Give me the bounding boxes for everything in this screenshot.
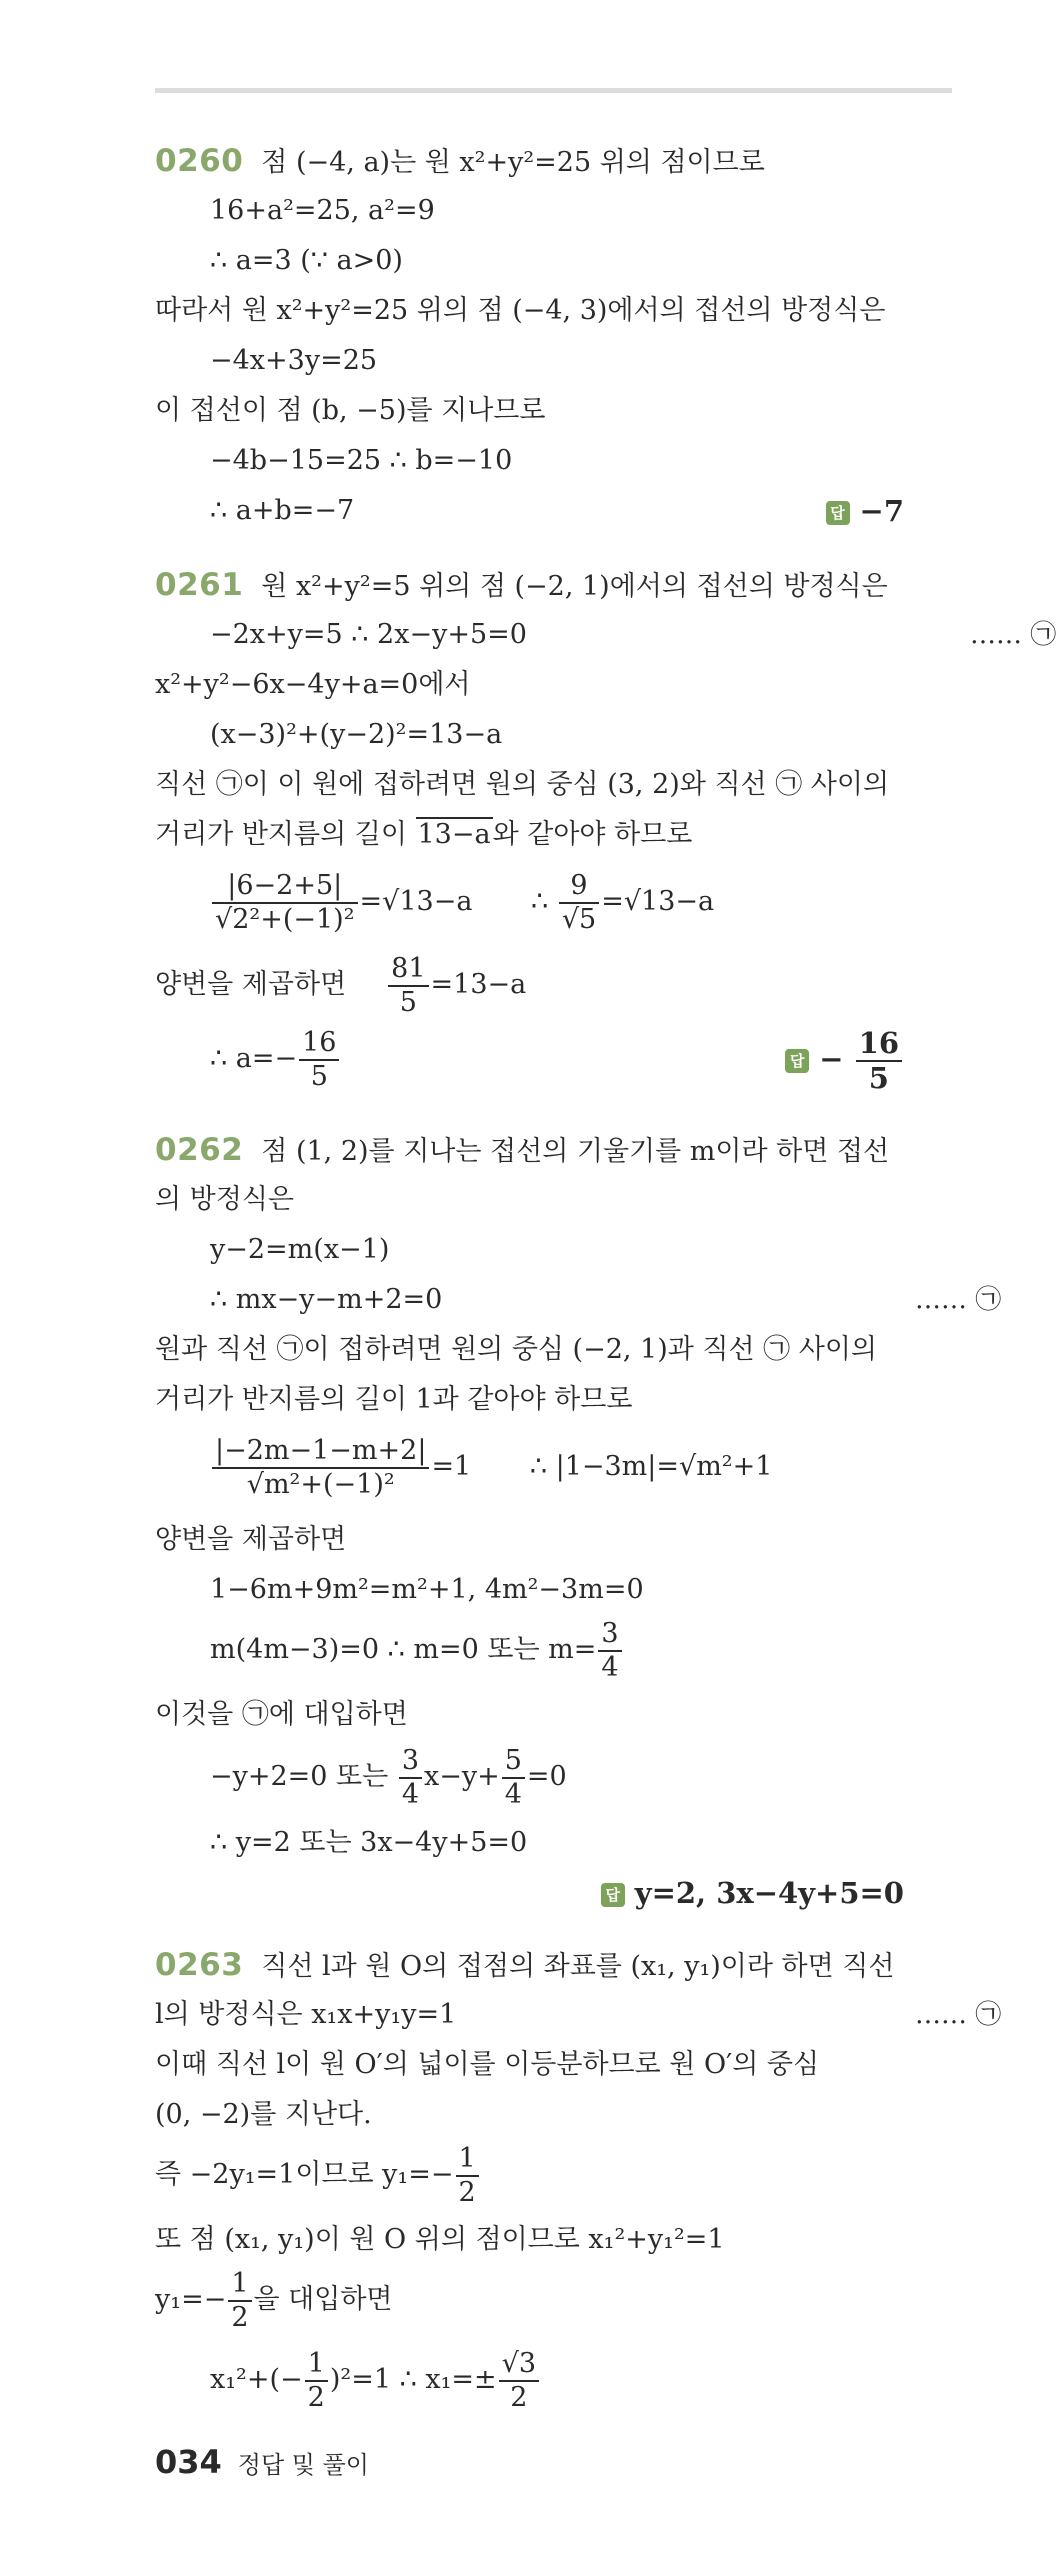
problem-0261-line-2: −2x+y=5 ∴ 2x−y+5=0 …… ㉠ bbox=[210, 610, 970, 660]
problem-0262-line-11: 이것을 ㉠에 대입하면 bbox=[155, 1699, 408, 1730]
problem-0260-line-4: 따라서 원 x²+y²=25 위의 점 (−4, 3)에서의 접선의 방정식은 bbox=[155, 295, 886, 326]
fraction-3-4-b: $\frac{3}{4}$ bbox=[399, 1745, 422, 1809]
problem-0260-line-7: −4b−15=25 ∴ b=−10 bbox=[210, 445, 513, 476]
problem-0260-line-2: 16+a²=25, a²=9 bbox=[210, 195, 435, 226]
fraction-nine-root5: $\frac{9}{√5}$ bbox=[559, 870, 599, 934]
footer-title: 정답 및 풀이 bbox=[237, 2451, 369, 2479]
answer-0262: 답 y=2, 3x−4y+5=0 bbox=[601, 1868, 904, 1918]
fraction-16-5: $\frac{16}{5}$ bbox=[299, 1027, 339, 1091]
problem-0263-line-5: 즉 −2y₁=1이므로 y₁=− $\frac{1}{2}$ bbox=[155, 2140, 915, 2210]
problem-0263-line-8: x₁²+(− $\frac{1}{2}$ )²=1 ∴ x₁=± $\frac{√3}{2}$ bbox=[210, 2340, 970, 2420]
problem-0262-distance: $\frac{|-2m-1-m+2|}{\text{√m²+(−1)²}}$ =1 ∴ |1−3m|=√m²+1 bbox=[210, 1425, 970, 1509]
problem-0261-distance: $\frac{|6-2+5|}{\text{√2²+(−1)²}}$ =√13−a ∴ $\frac{9}{√5}$ =√13−a bbox=[210, 860, 970, 944]
fraction-distance: $\frac{|-2m-1-m+2|}{\text{√m²+(−1)²}}$ bbox=[212, 1435, 429, 1499]
problem-0262-line-13: ∴ y=2 또는 3x−4y+5=0 bbox=[210, 1827, 528, 1858]
problem-0262-line-3: y−2=m(x−1) bbox=[210, 1234, 390, 1265]
problem-number: 0263 bbox=[155, 1947, 244, 1983]
top-rule bbox=[155, 88, 952, 93]
problem-0260-line-8: ∴ a+b=−7 bbox=[210, 495, 355, 526]
fraction-root3-2: $\frac{√3}{2}$ bbox=[499, 2348, 539, 2412]
problem-number: 0260 bbox=[155, 143, 244, 179]
problem-0260-line-6: 이 접선이 점 (b, −5)를 지나므로 bbox=[155, 395, 546, 426]
problem-0262-line-12: −y+2=0 또는 $\frac{3}{4}$ x−y+ $\frac{5}{4}$ =0 bbox=[210, 1745, 567, 1810]
problem-0262-line-5: 원과 직선 ㉠이 접하려면 원의 중심 (−2, 1)과 직선 ㉠ 사이의 bbox=[155, 1334, 878, 1365]
answer-icon: 답 bbox=[826, 501, 850, 525]
fraction-1-2-b: $\frac{1}{2}$ bbox=[228, 2268, 251, 2332]
fraction-1-2: $\frac{1}{2}$ bbox=[456, 2143, 479, 2207]
answer-icon: 답 bbox=[785, 1049, 809, 1073]
equation-marker: …… ㉠ bbox=[970, 620, 1056, 650]
problem-0263-line-1: 0263 직선 l과 원 O의 접점의 좌표를 (x₁, y₁)이라 하면 직선 bbox=[155, 1947, 895, 1983]
problem-0260-line-5: −4x+3y=25 bbox=[210, 345, 378, 376]
answer-icon: 답 bbox=[601, 1883, 625, 1907]
answer-0260: 답 −7 bbox=[826, 486, 904, 536]
problem-0262-line-4: ∴ mx−y−m+2=0 …… ㉠ bbox=[210, 1275, 970, 1325]
answer-0261: 답 − $\frac{16}{5}$ bbox=[785, 1024, 904, 1094]
fraction-5-4: $\frac{5}{4}$ bbox=[502, 1745, 525, 1809]
problem-0262-line-10: m(4m−3)=0 ∴ m=0 또는 m= $\frac{3}{4}$ bbox=[210, 1615, 970, 1685]
problem-0261-line-5: 직선 ㉠이 이 원에 접하려면 원의 중심 (3, 2)와 직선 ㉠ 사이의 bbox=[155, 769, 890, 800]
page-number: 034 bbox=[155, 2443, 222, 2481]
problem-0262-line-9: 1−6m+9m²=m²+1, 4m²−3m=0 bbox=[210, 1574, 644, 1605]
problem-0262-line-8: 양변을 제곱하면 bbox=[155, 1524, 347, 1555]
problem-0263-line-4: (0, −2)를 지난다. bbox=[155, 2099, 372, 2130]
problem-0261-result: ∴ a=− $\frac{16}{5}$ bbox=[210, 1024, 970, 1094]
problem-0262-line-6: 거리가 반지름의 길이 1과 같아야 하므로 bbox=[155, 1384, 633, 1415]
problem-0261-square: 양변을 제곱하면 $\frac{81}{5}$ =13−a bbox=[155, 953, 527, 1018]
equation-marker: …… ㉠ bbox=[915, 1285, 1002, 1315]
problem-0261-line-4: (x−3)²+(y−2)²=13−a bbox=[210, 719, 503, 750]
problem-0260-line-1: 0260 점 (−4, a)는 원 x²+y²=25 위의 점이므로 bbox=[155, 143, 765, 179]
problem-0262-line-1: 0262 점 (1, 2)를 지나는 접선의 기울기를 m이라 하면 접선 bbox=[155, 1132, 890, 1168]
problem-0260-line-3: ∴ a=3 (∵ a>0) bbox=[210, 245, 403, 276]
page-footer bbox=[155, 2440, 369, 2484]
problem-0261-line-6: 거리가 반지름의 길이 13−a와 같아야 하므로 bbox=[155, 819, 693, 850]
problem-0263-line-2: l의 방정식은 x₁x+y₁y=1 …… ㉠ bbox=[155, 1990, 915, 2040]
equation-marker: …… ㉠ bbox=[915, 2000, 1002, 2030]
problem-0261-line-1: 0261 원 x²+y²=5 위의 점 (−2, 1)에서의 접선의 방정식은 bbox=[155, 567, 888, 603]
fraction-81-5: $\frac{81}{5}$ bbox=[388, 953, 428, 1017]
problem-0263-line-3: 이때 직선 l이 원 O′의 넓이를 이등분하므로 원 O′의 중심 bbox=[155, 2049, 820, 2080]
problem-0263-line-6: 또 점 (x₁, y₁)이 원 O 위의 점이므로 x₁²+y₁²=1 bbox=[155, 2224, 725, 2255]
problem-0263-line-7: y₁=− $\frac{1}{2}$ 을 대입하면 bbox=[155, 2268, 393, 2333]
sqrt-radius: 13−a bbox=[417, 819, 491, 850]
problem-number: 0261 bbox=[155, 567, 244, 603]
problem-number: 0262 bbox=[155, 1132, 244, 1168]
fraction-1-2-c: $\frac{1}{2}$ bbox=[305, 2348, 328, 2412]
problem-0262-line-2: 의 방정식은 bbox=[155, 1184, 294, 1215]
fraction-distance: $\frac{|6-2+5|}{\text{√2²+(−1)²}}$ bbox=[212, 870, 358, 934]
problem-0261-line-3: x²+y²−6x−4y+a=0에서 bbox=[155, 669, 471, 700]
fraction-3-4: $\frac{3}{4}$ bbox=[598, 1618, 621, 1682]
